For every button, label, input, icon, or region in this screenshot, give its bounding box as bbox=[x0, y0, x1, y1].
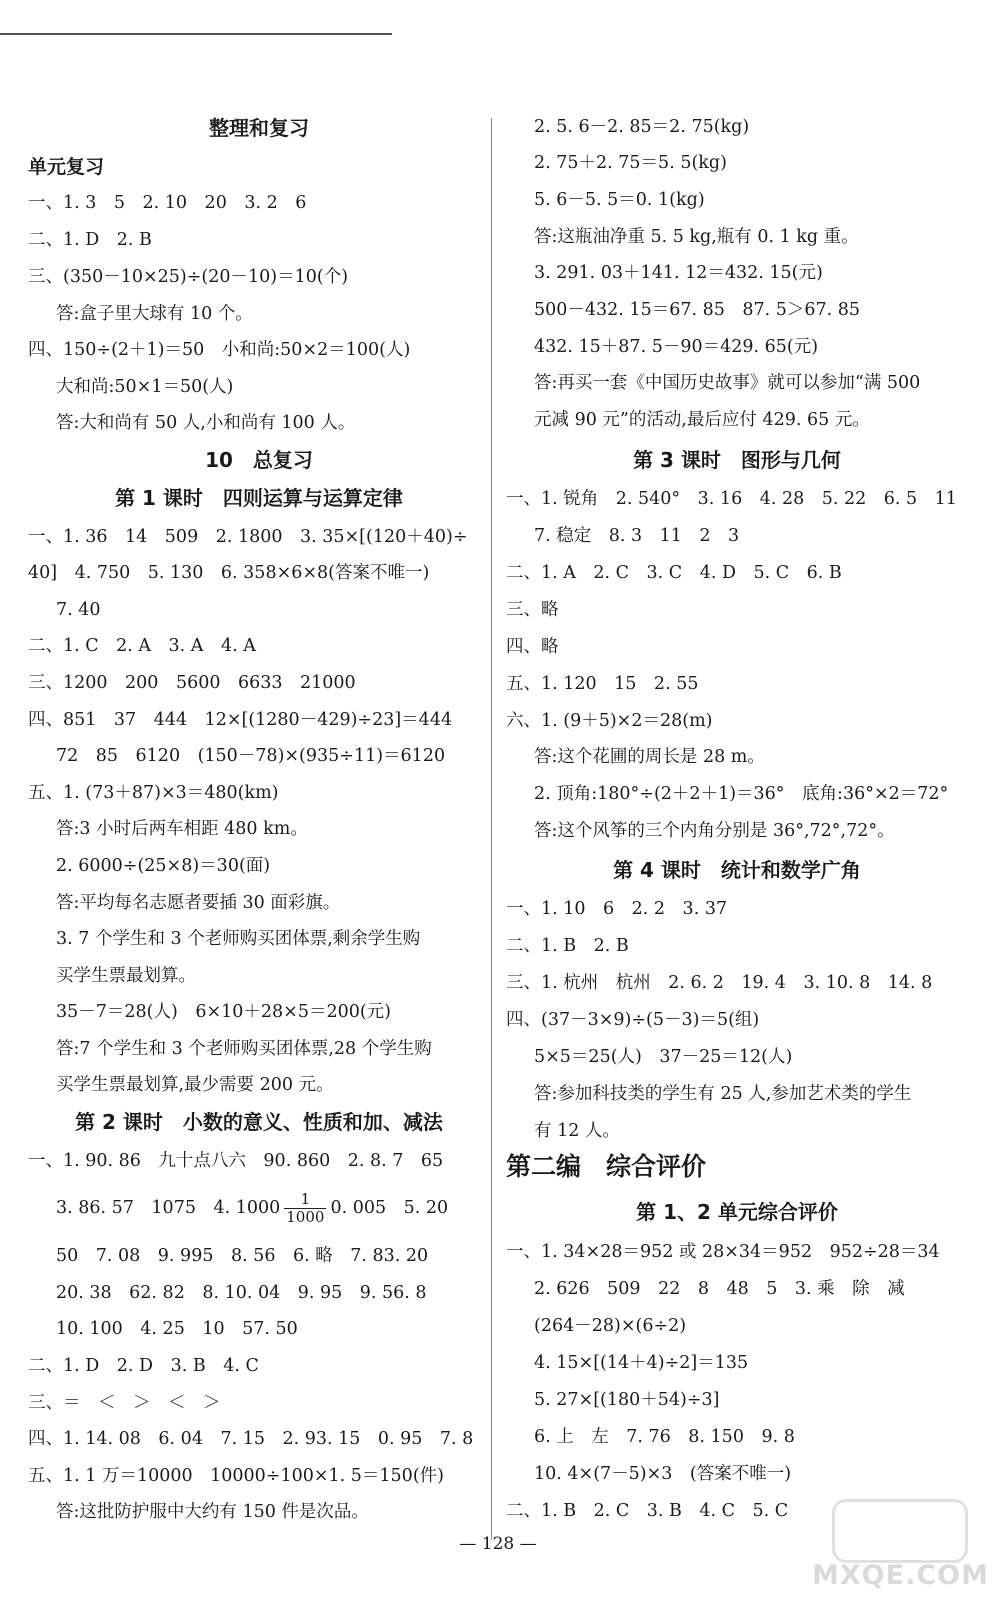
page-number: — 128 — bbox=[459, 1534, 537, 1554]
answer-line bbox=[506, 783, 948, 805]
answer-line bbox=[28, 1501, 369, 1523]
answer-line bbox=[28, 745, 445, 767]
answer-text: 答:这个风筝的三个内角分别是 36°,72°,72°。 bbox=[534, 821, 895, 841]
answer-line bbox=[506, 488, 957, 510]
answer-line bbox=[28, 376, 233, 398]
answer-line bbox=[506, 1463, 791, 1485]
answer-line bbox=[506, 372, 920, 394]
answer-text: 4. 15×[(14＋4)÷2]＝135 bbox=[534, 1353, 749, 1373]
answer-line bbox=[28, 1318, 298, 1340]
answer-text: 二、1. C 2. A 3. A 4. A bbox=[28, 636, 256, 656]
answer-line bbox=[506, 820, 895, 842]
answer-text: 一、1. 90. 86 九十点八六 90. 860 2. 8. 7 65 bbox=[28, 1151, 444, 1171]
answer-text: 2. 5. 6－2. 85＝2. 75(kg) bbox=[534, 117, 750, 137]
watermark bbox=[812, 1497, 989, 1593]
answer-text: 答:平均每名志愿者要插 30 面彩旗。 bbox=[56, 893, 341, 913]
answer-line bbox=[506, 152, 727, 174]
answer-line bbox=[506, 336, 818, 358]
answer-text: 四、150÷(2＋1)＝50 小和尚:50×2＝100(人) bbox=[28, 340, 411, 360]
section-heading bbox=[28, 117, 490, 139]
answer-line bbox=[28, 1282, 427, 1304]
column-divider bbox=[491, 118, 492, 1540]
answer-text: 三、略 bbox=[506, 600, 559, 620]
answer-line bbox=[28, 782, 279, 804]
answer-text: 2. 6000÷(25×8)＝30(面) bbox=[56, 856, 271, 876]
answer-line bbox=[506, 1278, 905, 1300]
fraction bbox=[284, 1191, 326, 1226]
answer-line bbox=[506, 1083, 911, 1105]
answer-line bbox=[506, 1352, 748, 1374]
section-heading bbox=[506, 1152, 707, 1181]
section-heading bbox=[506, 859, 968, 881]
answer-line bbox=[28, 1428, 473, 1450]
answer-text: 40] 4. 750 5. 130 6. 358×6×8(答案不唯一) bbox=[28, 563, 430, 583]
section-heading bbox=[28, 449, 490, 471]
answer-text: 二、1. D 2. B bbox=[28, 230, 152, 250]
answer-line bbox=[28, 562, 429, 584]
answer-line bbox=[28, 1392, 221, 1414]
answer-line bbox=[506, 1500, 788, 1522]
answer-line bbox=[28, 1245, 428, 1267]
answer-text: 一、1. 36 14 509 2. 1800 3. 35×[(120＋40)÷ bbox=[28, 527, 468, 547]
answer-line bbox=[28, 1465, 444, 1487]
answer-line bbox=[28, 855, 270, 877]
answer-line bbox=[28, 892, 340, 914]
answer-text: 一、1. 锐角 2. 540° 3. 16 4. 28 5. 22 6. 5 11 bbox=[506, 489, 957, 509]
answer-line bbox=[506, 1046, 792, 1068]
answer-text: 432. 15＋87. 5－90＝429. 65(元) bbox=[534, 337, 819, 357]
answer-text: 答:3 小时后两车相距 480 km。 bbox=[56, 819, 308, 839]
answer-line bbox=[28, 672, 356, 694]
answer-text: (264－28)×(6÷2) bbox=[534, 1316, 687, 1336]
answer-text: 答:这批防护服中大约有 150 件是次品。 bbox=[56, 1502, 369, 1522]
answer-line bbox=[506, 299, 860, 321]
answer-text: 0. 005 5. 20 bbox=[330, 1198, 449, 1218]
answer-line bbox=[28, 599, 101, 621]
answer-line bbox=[28, 1038, 432, 1060]
answer-text: 五、1. (73＋87)×3＝480(km) bbox=[28, 783, 279, 803]
answer-line bbox=[28, 965, 196, 987]
answer-text: 三、1200 200 5600 6633 21000 bbox=[28, 673, 356, 693]
answer-line bbox=[506, 1426, 795, 1448]
answer-text: 答:再买一套《中国历史故事》就可以参加“满 500 bbox=[534, 373, 921, 393]
answer-text: 答:7 个学生和 3 个老师购买团体票,28 个学生购 bbox=[56, 1039, 432, 1059]
answer-text: 二、1. A 2. C 3. C 4. D 5. C 6. B bbox=[506, 563, 842, 583]
answer-text: 5×5＝25(人) 37－25＝12(人) bbox=[534, 1047, 793, 1067]
answer-line bbox=[28, 266, 348, 288]
answer-line bbox=[28, 192, 306, 214]
section-heading bbox=[506, 1201, 968, 1223]
answer-text: 答:这瓶油净重 5. 5 kg,瓶有 0. 1 kg 重。 bbox=[534, 227, 859, 247]
answer-text: 7. 稳定 8. 3 11 2 3 bbox=[534, 526, 740, 546]
answer-text: 5. 27×[(180＋54)÷3] bbox=[534, 1390, 720, 1410]
answer-line bbox=[28, 412, 355, 434]
answer-text: 5. 6－5. 5＝0. 1(kg) bbox=[534, 190, 705, 210]
answer-line bbox=[28, 635, 256, 657]
fraction-numerator: 1 bbox=[284, 1191, 326, 1209]
answer-line bbox=[28, 1355, 259, 1377]
answer-text: 3. 86. 57 1075 4. 1000 bbox=[56, 1198, 281, 1218]
answer-text: 四、1. 14. 08 6. 04 7. 15 2. 93. 15 0. 95 7. 8 bbox=[28, 1429, 474, 1449]
answer-text: 第 4 课时 统计和数学广角 bbox=[613, 858, 861, 882]
answer-line bbox=[506, 562, 842, 584]
answer-line bbox=[506, 1315, 686, 1337]
watermark-badge-icon bbox=[832, 1499, 968, 1563]
answer-line bbox=[506, 935, 629, 957]
answer-text: 四、略 bbox=[506, 637, 559, 657]
answer-text: 第 1、2 单元综合评价 bbox=[636, 1200, 838, 1224]
answer-text: 有 12 人。 bbox=[534, 1121, 620, 1141]
answer-line bbox=[506, 1389, 719, 1411]
answer-text: 答:这个花圃的周长是 28 m。 bbox=[534, 747, 765, 767]
answer-text: 6. 上 左 7. 76 8. 150 9. 8 bbox=[534, 1427, 795, 1447]
answer-line bbox=[506, 189, 705, 211]
answer-line bbox=[28, 818, 308, 840]
answer-text: 第二编 综合评价 bbox=[506, 1152, 707, 1181]
answer-line bbox=[506, 710, 713, 732]
answer-text: 五、1. 1 万＝10000 10000÷100×1. 5＝150(件) bbox=[28, 1466, 444, 1486]
answer-text: 三、1. 杭州 杭州 2. 6. 2 19. 4 3. 10. 8 14. 8 bbox=[506, 973, 933, 993]
answer-line bbox=[506, 1120, 620, 1142]
section-heading bbox=[28, 487, 490, 509]
answer-text: 元减 90 元”的活动,最后应付 429. 65 元。 bbox=[534, 410, 870, 430]
answer-text: 500－432. 15＝67. 85 87. 5＞67. 85 bbox=[534, 300, 861, 320]
answer-line bbox=[28, 229, 152, 251]
answer-text: 三、(350－10×25)÷(20－10)＝10(个) bbox=[28, 267, 349, 287]
answer-text: 二、1. B 2. B bbox=[506, 936, 629, 956]
answer-text: 第 3 课时 图形与几何 bbox=[633, 448, 841, 472]
answer-line bbox=[506, 226, 859, 248]
answer-text: 7. 40 bbox=[56, 600, 101, 620]
answer-line bbox=[28, 1189, 448, 1227]
answer-text: 答:大和尚有 50 人,小和尚有 100 人。 bbox=[56, 413, 356, 433]
answer-text: 第 2 课时 小数的意义、性质和加、减法 bbox=[75, 1110, 443, 1134]
answer-line bbox=[28, 709, 452, 731]
answer-line bbox=[506, 525, 739, 547]
answer-text: 答:参加科技类的学生有 25 人,参加艺术类的学生 bbox=[534, 1084, 912, 1104]
answer-text: 三、＝ ＜ ＞ ＜ ＞ bbox=[28, 1393, 221, 1413]
answer-text: 单元复习 bbox=[28, 156, 105, 178]
subsection-heading bbox=[28, 156, 104, 178]
answer-text: 2. 75＋2. 75＝5. 5(kg) bbox=[534, 153, 727, 173]
fraction-denominator: 1000 bbox=[286, 1208, 325, 1226]
answer-text: 四、851 37 444 12×[(1280－429)÷23]＝444 bbox=[28, 710, 453, 730]
answer-line bbox=[506, 409, 870, 431]
answer-text: 买学生票最划算。 bbox=[56, 966, 196, 986]
answer-text: 五、1. 120 15 2. 55 bbox=[506, 674, 699, 694]
answer-line bbox=[28, 1150, 443, 1172]
answer-line bbox=[506, 1241, 940, 1263]
answer-line bbox=[28, 526, 468, 548]
answer-line bbox=[506, 1009, 759, 1031]
answer-line bbox=[28, 303, 253, 325]
answer-text: 第 1 课时 四则运算与运算定律 bbox=[115, 486, 403, 510]
watermark-text: MXQE.COM bbox=[812, 1560, 989, 1591]
answer-line bbox=[506, 746, 765, 768]
answer-line bbox=[28, 1001, 391, 1023]
answer-text: 3. 7 个学生和 3 个老师购买团体票,剩余学生购 bbox=[56, 929, 421, 949]
answer-line bbox=[28, 1074, 334, 1096]
answer-line bbox=[506, 116, 749, 138]
answer-text: 50 7. 08 9. 995 8. 56 6. 略 7. 83. 20 bbox=[56, 1246, 429, 1266]
answer-text: 20. 38 62. 82 8. 10. 04 9. 95 9. 56. 8 bbox=[56, 1283, 427, 1303]
answer-line bbox=[506, 898, 727, 920]
answer-line bbox=[506, 636, 559, 658]
answer-text: 一、1. 3 5 2. 10 20 3. 2 6 bbox=[28, 193, 307, 213]
answer-text: 答:盒子里大球有 10 个。 bbox=[56, 304, 253, 324]
answer-text: 72 85 6120 (150－78)×(935÷11)＝6120 bbox=[56, 746, 446, 766]
answer-text: 买学生票最划算,最少需要 200 元。 bbox=[56, 1075, 334, 1095]
answer-line bbox=[28, 339, 410, 361]
answer-line bbox=[506, 673, 698, 695]
answer-text: 一、1. 10 6 2. 2 3. 37 bbox=[506, 899, 728, 919]
answer-line bbox=[28, 928, 420, 950]
answer-text: 2. 626 509 22 8 48 5 3. 乘 除 减 bbox=[534, 1279, 905, 1299]
answer-text: 10. 100 4. 25 10 57. 50 bbox=[56, 1319, 298, 1339]
answer-text: 一、1. 34×28＝952 或 28×34＝952 952÷28＝34 bbox=[506, 1242, 940, 1262]
answer-line bbox=[506, 262, 823, 284]
answer-text: 2. 顶角:180°÷(2＋2＋1)＝36° 底角:36°×2＝72° bbox=[534, 784, 949, 804]
section-heading bbox=[506, 449, 968, 471]
top-rule bbox=[0, 33, 392, 35]
answer-text: 10 总复习 bbox=[205, 448, 313, 472]
answer-line bbox=[506, 972, 932, 994]
answer-text: 大和尚:50×1＝50(人) bbox=[56, 377, 234, 397]
answer-text: 二、1. B 2. C 3. B 4. C 5. C bbox=[506, 1501, 789, 1521]
answer-line bbox=[506, 599, 559, 621]
answer-text: 整理和复习 bbox=[209, 116, 309, 140]
answer-text: 六、1. (9＋5)×2＝28(m) bbox=[506, 711, 713, 731]
section-heading bbox=[28, 1111, 490, 1133]
answer-text: 四、(37－3×9)÷(5－3)＝5(组) bbox=[506, 1010, 760, 1030]
answer-text: 35－7＝28(人) 6×10＋28×5＝200(元) bbox=[56, 1002, 392, 1022]
answer-text: 10. 4×(7－5)×3 (答案不唯一) bbox=[534, 1464, 792, 1484]
answer-text: 二、1. D 2. D 3. B 4. C bbox=[28, 1356, 259, 1376]
answer-text: 3. 291. 03＋141. 12＝432. 15(元) bbox=[534, 263, 823, 283]
